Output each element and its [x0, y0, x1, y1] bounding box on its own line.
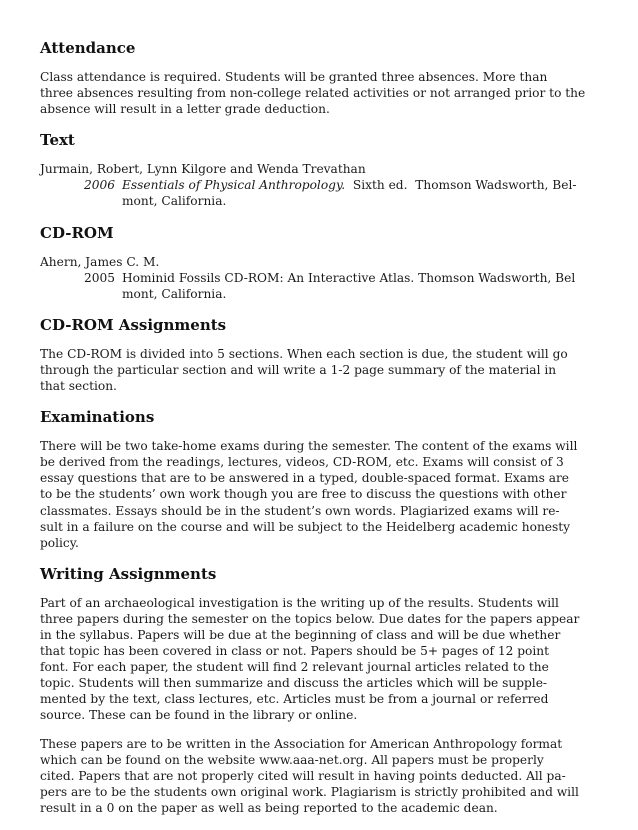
cdrom-reference-line: Hominid Fossils CD-ROM: An Interactive Atlas. Thomson Wadsworth, Bel	[122, 270, 576, 285]
cdrom-reference-author: Ahern, James C. M.	[40, 254, 160, 269]
cdrom-reference-entry	[40, 270, 612, 302]
cdrom-reference-year: 2005	[83, 270, 115, 285]
text-reference-entry	[40, 177, 612, 209]
attendance-heading: Attendance	[40, 39, 136, 57]
paragraph-line: The CD-ROM is divided into 5 sections. When each section is due, the student will go	[40, 346, 568, 361]
paragraph-line: policy.	[40, 535, 79, 550]
examinations-section	[40, 408, 612, 551]
writing-assignments-section	[40, 565, 612, 816]
paragraph-line: topic. Students will then summarize and discuss the articles which will be supple-	[40, 676, 548, 691]
paragraph-line: sult in a failure on the course and will be subject to the Heidelberg academic honesty	[40, 519, 571, 534]
paragraph-line: Class attendance is required. Students will be granted three absences. More than	[40, 70, 548, 84]
paragraph-line: in the syllabus. Papers will be due at the beginning of class and will be due whether	[40, 627, 561, 642]
paragraph-line: There will be two take-home exams during the semester. The content of the exams will	[40, 439, 578, 454]
syllabus-page	[40, 39, 612, 830]
paragraph-gap	[40, 724, 612, 736]
text-reference-publisher: Sixth ed. Thomson Wadsworth, Bel-	[345, 178, 577, 193]
examinations-heading: Examinations	[40, 408, 155, 427]
paragraph-line: Part of an archaeological investigation is the writing up of the results. Students will	[40, 595, 559, 610]
text-reference-year: 2006	[83, 178, 115, 193]
paragraph-line: three absences resulting from non-college related activities or not arranged prior to the	[40, 86, 586, 101]
cdrom-assignments-section	[40, 316, 612, 394]
paragraph-line: which can be found on the website www.aaa-net.org. All papers must be properly	[40, 752, 544, 767]
cdrom-reference-line: mont, California.	[122, 286, 227, 301]
writing-assignments-heading: Writing Assignments	[40, 564, 217, 583]
paragraph-line: through the particular section and will write a 1-2 page summary of the material in	[40, 362, 557, 377]
text-reference-author: Jurmain, Robert, Lynn Kilgore and Wenda Trevathan	[40, 162, 366, 177]
text-heading: Text	[40, 131, 75, 150]
paragraph-line: essay questions that are to be answered in a typed, double-spaced format. Exams are	[40, 471, 569, 486]
text-section	[40, 131, 612, 209]
cdrom-heading: CD-ROM	[40, 223, 114, 242]
writing-assignments-paragraph-2	[40, 736, 612, 816]
paragraph-line: mented by the text, class lectures, etc. Articles must be from a journal or referred	[40, 692, 549, 707]
cdrom-assignments-heading: CD-ROM Assignments	[40, 315, 227, 334]
paragraph-line: result in a 0 on the paper as well as being reported to the academic dean.	[40, 800, 498, 815]
paragraph-line: These papers are to be written in the Association for American Anthropology format	[40, 736, 563, 751]
text-reference-location: mont, California.	[122, 194, 227, 209]
paragraph-line: cited. Papers that are not properly cited will result in having points deducted. All pa-	[40, 768, 566, 783]
attendance-paragraph	[40, 69, 612, 117]
text-reference-body	[122, 177, 612, 209]
paragraph-line: source. These can be found in the library or online.	[40, 708, 358, 723]
paragraph-line: classmates. Essays should be in the student’s own words. Plagiarized exams will re-	[40, 503, 560, 518]
examinations-paragraph	[40, 438, 612, 551]
paragraph-line: to be the students’ own work though you are free to discuss the questions with other	[40, 487, 567, 502]
text-reference-title: Essentials of Physical Anthropology.	[122, 178, 346, 193]
paragraph-line: absence will result in a letter grade deduction.	[40, 102, 330, 117]
cdrom-section	[40, 224, 612, 302]
paragraph-line: font. For each paper, the student will find 2 relevant journal articles related to the	[40, 660, 549, 675]
paragraph-line: that section.	[40, 379, 117, 394]
cdrom-assignments-paragraph	[40, 346, 612, 394]
writing-assignments-paragraph-1	[40, 595, 612, 724]
paragraph-line: pers are to be the students own original work. Plagiarism is strictly prohibited and will	[40, 784, 579, 799]
attendance-section	[40, 39, 612, 117]
cdrom-reference-body	[122, 270, 612, 302]
paragraph-line: three papers during the semester on the topics below. Due dates for the papers appear	[40, 611, 580, 626]
paragraph-line: that topic has been covered in class or not. Papers should be 5+ pages of 12 point	[40, 644, 550, 659]
paragraph-line: be derived from the readings, lectures, videos, CD-ROM, etc. Exams will consist of 3	[40, 455, 564, 470]
